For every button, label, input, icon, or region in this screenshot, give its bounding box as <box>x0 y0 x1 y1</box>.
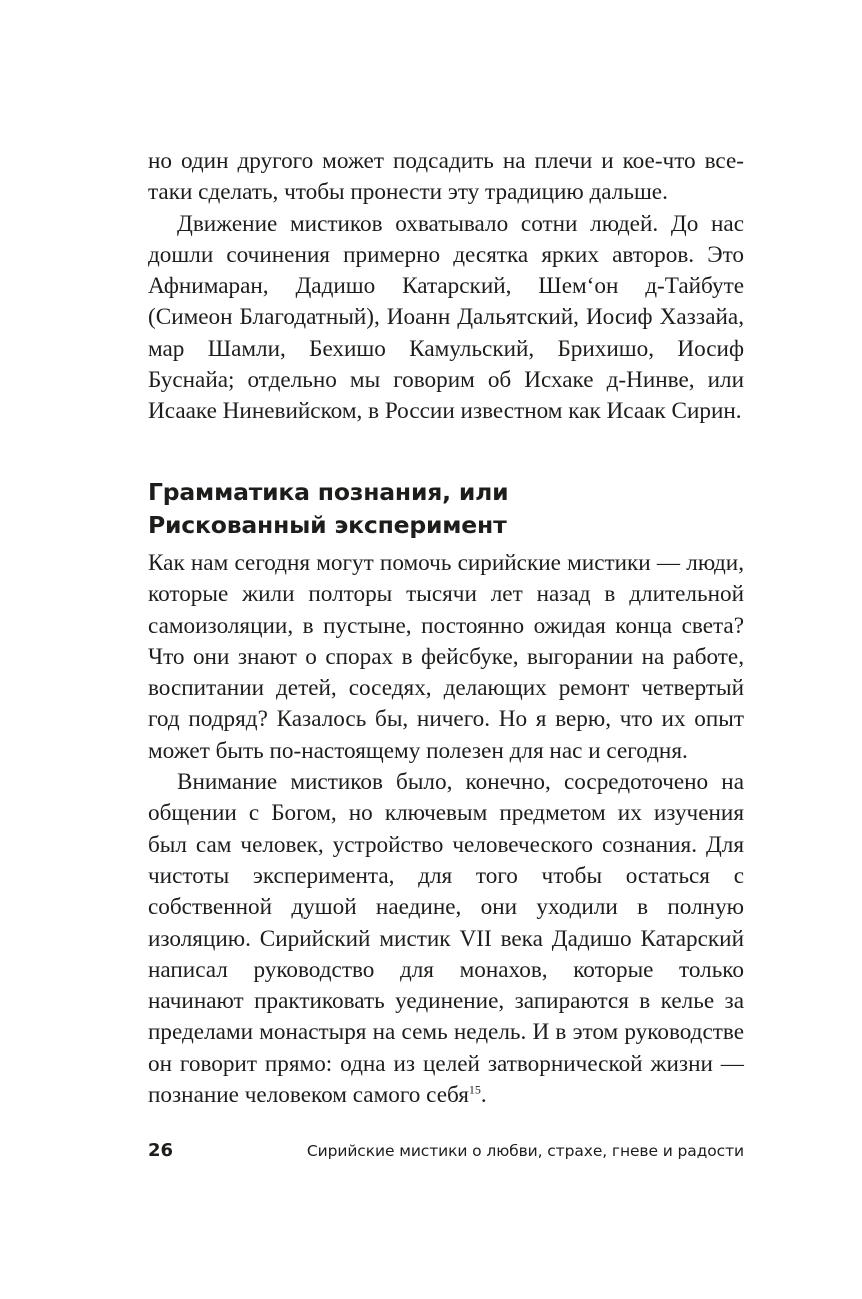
paragraph-final-punct: . <box>480 1082 487 1109</box>
paragraph-attention <box>148 767 744 1111</box>
paragraph-mystics-list: Движение мистиков охватывало сотни людей. До нас дошли сочинения примерно десятка ярких авторов. Это Афнимаран, Дадишо Катарский, Шем‘он д-Тайбуте (Симеон Благодатный), Иоанн Дальятский, Иосиф Хаззайа, мар Шамли, Бехишо Камульский, Брихишо, Иосиф Буснайа; отдельно мы говорим об Исхаке д-Нинве, или Исааке Ниневийском, в России известном как Исаак Сирин. <box>148 210 744 425</box>
page-footer <box>148 1140 744 1166</box>
paragraph-question: Как нам сегодня могут помочь сирийские мистики — люди, которые жили полторы тысячи лет назад в длительной самоизоляции, в пустыне, постоянно ожидая конца света? Что они знают о спорах в фейсбуке, выгорании на работе, воспитании детей, соседях, делающих ремонт четвертый год подряд? Казалось бы, ничего. Но я верю, что их опыт может быть по-настоящему полезен для нас и сегодня. <box>148 550 744 764</box>
section-heading <box>148 476 744 542</box>
paragraph-continuation: но один другого может подсадить на плечи и кое-что все-таки сделать, чтобы пронести эту традицию дальше. <box>148 148 744 206</box>
heading-line-2: Рискованный эксперимент <box>148 511 507 539</box>
text-section-intro <box>148 146 744 428</box>
running-title: Сирийские мистики о любви, страхе, гневе и радости <box>306 1142 744 1160</box>
page-number: 26 <box>148 1140 174 1161</box>
heading-line-1: Грамматика познания, или <box>148 478 509 506</box>
text-section-main <box>148 548 744 1111</box>
footnote-reference[interactable]: 15 <box>468 1082 481 1097</box>
paragraph-attention-text: Внимание мистиков было, конечно, сосредоточено на общении с Богом, но ключевым предметом их изучения был сам человек, устройство человеческого сознания. Для чистоты эксперимента, для того чтобы остаться с собственной душой наедине, они уходили в полную изоляцию. Сирийский мистик VII века Дадишо Катарский написал руководство для монахов, которые только начинают практиковать уединение, запираются в келье за пределами монастыря на семь недель. И в этом руководстве он говорит прямо: одна из целей затворнической жизни — познание человеком самого себя <box>148 769 744 1109</box>
